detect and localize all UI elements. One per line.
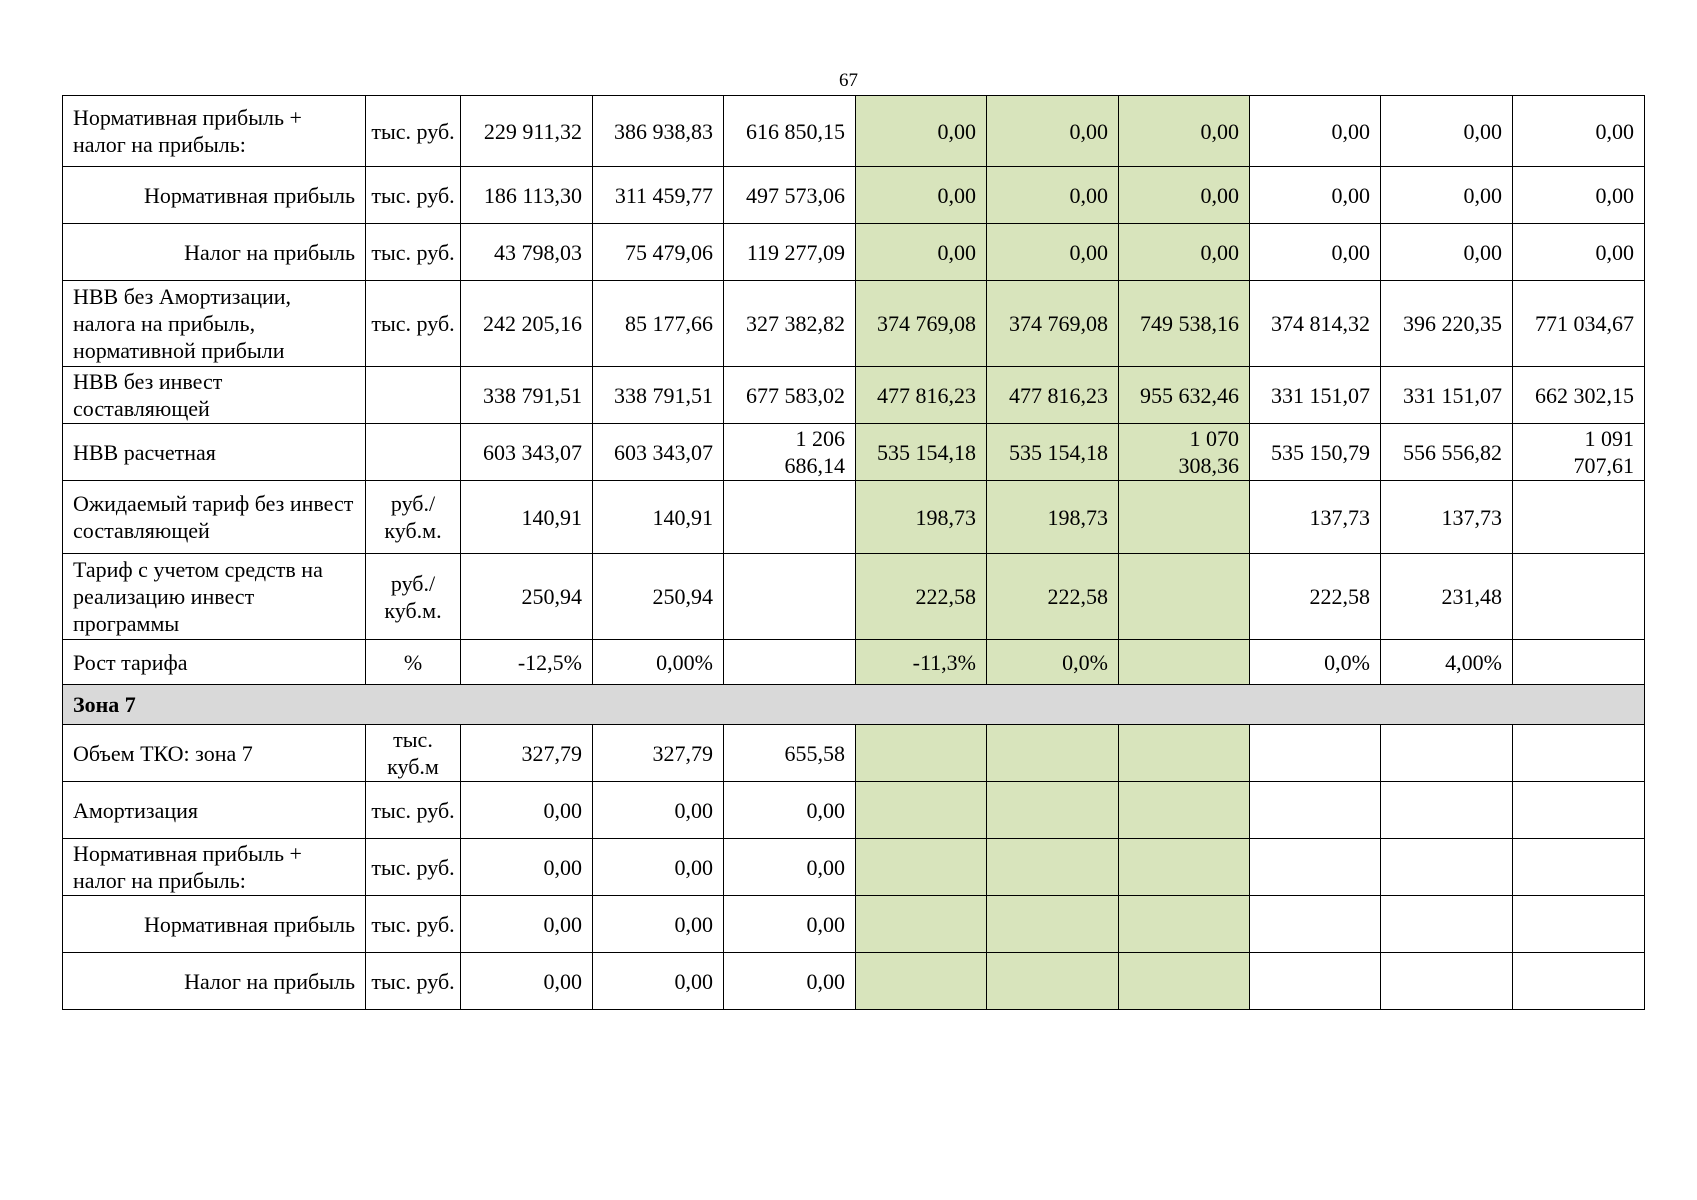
row-unit: % [366, 640, 461, 685]
value-cell: 0,00 [461, 782, 593, 839]
table-row [63, 725, 1645, 782]
value-cell [856, 782, 987, 839]
value-cell: 0,0% [1250, 640, 1381, 685]
row-unit: тыс. руб. [366, 839, 461, 896]
value-cell: 0,00 [461, 953, 593, 1010]
table-row [63, 281, 1645, 367]
value-cell: 4,00% [1381, 640, 1513, 685]
value-cell: 0,00 [1119, 167, 1250, 224]
row-label: Налог на прибыль [63, 953, 366, 1010]
value-cell: 250,94 [593, 554, 724, 640]
table-row [63, 640, 1645, 685]
row-unit: тыс. руб. [366, 953, 461, 1010]
value-cell: 198,73 [856, 481, 987, 554]
row-unit: тыс. руб. [366, 167, 461, 224]
table-row [63, 481, 1645, 554]
row-label: НВВ без инвест составляющей [63, 367, 366, 424]
value-cell: 231,48 [1381, 554, 1513, 640]
value-cell: 497 573,06 [724, 167, 856, 224]
value-cell: 603 343,07 [593, 424, 724, 481]
value-cell [987, 896, 1119, 953]
value-cell: 1 091 707,61 [1513, 424, 1645, 481]
value-cell: 374 814,32 [1250, 281, 1381, 367]
value-cell: 85 177,66 [593, 281, 724, 367]
value-cell: 0,00 [1119, 224, 1250, 281]
value-cell: 0,0% [987, 640, 1119, 685]
value-cell: 556 556,82 [1381, 424, 1513, 481]
value-cell [856, 896, 987, 953]
row-label: Нормативная прибыль [63, 167, 366, 224]
value-cell: 0,00 [1513, 167, 1645, 224]
value-cell: 75 479,06 [593, 224, 724, 281]
row-label: Нормативная прибыль + налог на прибыль: [63, 96, 366, 167]
value-cell [1119, 953, 1250, 1010]
row-label: Нормативная прибыль [63, 896, 366, 953]
value-cell: 0,00 [1381, 224, 1513, 281]
value-cell: 616 850,15 [724, 96, 856, 167]
value-cell [1513, 481, 1645, 554]
value-cell: 535 154,18 [987, 424, 1119, 481]
value-cell: 0,00 [724, 953, 856, 1010]
row-label: НВВ без Амортизации, налога на прибыль, нормативной прибыли [63, 281, 366, 367]
value-cell: 327 382,82 [724, 281, 856, 367]
value-cell [1381, 725, 1513, 782]
row-unit: руб./куб.м. [366, 481, 461, 554]
value-cell: 662 302,15 [1513, 367, 1645, 424]
value-cell: 0,00 [1513, 224, 1645, 281]
row-unit [366, 424, 461, 481]
value-cell [1250, 896, 1381, 953]
row-label: Объем ТКО: зона 7 [63, 725, 366, 782]
value-cell: 0,00 [593, 953, 724, 1010]
value-cell: 198,73 [987, 481, 1119, 554]
value-cell [1119, 725, 1250, 782]
table-row [63, 554, 1645, 640]
value-cell: 338 791,51 [593, 367, 724, 424]
row-unit: руб./куб.м. [366, 554, 461, 640]
value-cell: 0,00 [856, 224, 987, 281]
value-cell: 955 632,46 [1119, 367, 1250, 424]
value-cell: 338 791,51 [461, 367, 593, 424]
table-row [63, 896, 1645, 953]
value-cell: 222,58 [987, 554, 1119, 640]
value-cell: 327,79 [461, 725, 593, 782]
value-cell: 396 220,35 [1381, 281, 1513, 367]
value-cell: 222,58 [1250, 554, 1381, 640]
value-cell: 0,00 [1381, 96, 1513, 167]
tariff-table [62, 95, 1645, 1010]
value-cell: -11,3% [856, 640, 987, 685]
value-cell: 327,79 [593, 725, 724, 782]
value-cell: 677 583,02 [724, 367, 856, 424]
table-row [63, 782, 1645, 839]
value-cell: 0,00 [461, 839, 593, 896]
value-cell [1381, 839, 1513, 896]
value-cell: 1 206 686,14 [724, 424, 856, 481]
value-cell: 603 343,07 [461, 424, 593, 481]
value-cell [987, 953, 1119, 1010]
value-cell: 0,00 [1250, 224, 1381, 281]
value-cell: 331 151,07 [1381, 367, 1513, 424]
row-label: Налог на прибыль [63, 224, 366, 281]
value-cell: 0,00 [1381, 167, 1513, 224]
value-cell: 477 816,23 [856, 367, 987, 424]
value-cell [856, 953, 987, 1010]
table-row [63, 96, 1645, 167]
value-cell [1513, 725, 1645, 782]
row-label: Нормативная прибыль + налог на прибыль: [63, 839, 366, 896]
table-row [63, 224, 1645, 281]
value-cell: 250,94 [461, 554, 593, 640]
value-cell [724, 554, 856, 640]
value-cell: 311 459,77 [593, 167, 724, 224]
value-cell [1381, 782, 1513, 839]
value-cell: 222,58 [856, 554, 987, 640]
value-cell: 186 113,30 [461, 167, 593, 224]
row-unit: тыс. руб. [366, 96, 461, 167]
section-header-row [63, 685, 1645, 725]
value-cell [724, 640, 856, 685]
value-cell: 0,00 [593, 839, 724, 896]
value-cell: 0,00 [724, 839, 856, 896]
value-cell [1513, 953, 1645, 1010]
value-cell: 140,91 [461, 481, 593, 554]
value-cell: 140,91 [593, 481, 724, 554]
value-cell [1119, 481, 1250, 554]
value-cell: 137,73 [1250, 481, 1381, 554]
value-cell [1513, 896, 1645, 953]
table-row [63, 424, 1645, 481]
value-cell: 0,00 [724, 896, 856, 953]
value-cell: 0,00 [987, 224, 1119, 281]
row-label: НВВ расчетная [63, 424, 366, 481]
section-title: Зона 7 [63, 685, 1645, 725]
value-cell [1381, 953, 1513, 1010]
table-row [63, 953, 1645, 1010]
value-cell [1513, 782, 1645, 839]
value-cell [1119, 640, 1250, 685]
row-unit: тыс. руб. [366, 782, 461, 839]
value-cell: 0,00 [593, 782, 724, 839]
value-cell: 535 150,79 [1250, 424, 1381, 481]
value-cell: 0,00 [724, 782, 856, 839]
value-cell: 374 769,08 [987, 281, 1119, 367]
row-unit [366, 367, 461, 424]
row-unit: тыс. руб. [366, 281, 461, 367]
value-cell: 331 151,07 [1250, 367, 1381, 424]
row-unit: тыс. руб. [366, 896, 461, 953]
value-cell [1513, 640, 1645, 685]
value-cell: 0,00 [1513, 96, 1645, 167]
value-cell: 119 277,09 [724, 224, 856, 281]
value-cell: 0,00 [1119, 96, 1250, 167]
value-cell [987, 839, 1119, 896]
value-cell: 477 816,23 [987, 367, 1119, 424]
value-cell: 771 034,67 [1513, 281, 1645, 367]
value-cell: 0,00 [856, 96, 987, 167]
value-cell: -12,5% [461, 640, 593, 685]
value-cell: 0,00 [987, 167, 1119, 224]
row-unit: тыс. руб. [366, 224, 461, 281]
value-cell [1250, 725, 1381, 782]
value-cell [987, 725, 1119, 782]
row-label: Амортизация [63, 782, 366, 839]
value-cell [1513, 554, 1645, 640]
value-cell: 0,00 [1250, 96, 1381, 167]
value-cell [1119, 554, 1250, 640]
value-cell: 749 538,16 [1119, 281, 1250, 367]
row-label: Ожидаемый тариф без инвест составляющей [63, 481, 366, 554]
value-cell: 43 798,03 [461, 224, 593, 281]
value-cell: 655,58 [724, 725, 856, 782]
table-body [63, 96, 1645, 1010]
value-cell: 137,73 [1381, 481, 1513, 554]
value-cell: 0,00 [461, 896, 593, 953]
value-cell [856, 839, 987, 896]
value-cell [1119, 896, 1250, 953]
row-label: Рост тарифа [63, 640, 366, 685]
value-cell: 0,00 [987, 96, 1119, 167]
page-number: 67 [839, 70, 858, 91]
row-label: Тариф с учетом средств на реализацию инвест программы [63, 554, 366, 640]
value-cell [1119, 839, 1250, 896]
value-cell: 386 938,83 [593, 96, 724, 167]
table-row [63, 367, 1645, 424]
table-row [63, 167, 1645, 224]
value-cell [1119, 782, 1250, 839]
value-cell [1381, 896, 1513, 953]
value-cell: 374 769,08 [856, 281, 987, 367]
value-cell [724, 481, 856, 554]
value-cell: 0,00% [593, 640, 724, 685]
row-unit: тыс. куб.м [366, 725, 461, 782]
table-row [63, 839, 1645, 896]
value-cell: 0,00 [856, 167, 987, 224]
value-cell [1250, 953, 1381, 1010]
value-cell: 1 070 308,36 [1119, 424, 1250, 481]
value-cell [1250, 839, 1381, 896]
value-cell: 0,00 [1250, 167, 1381, 224]
value-cell [987, 782, 1119, 839]
value-cell: 242 205,16 [461, 281, 593, 367]
value-cell [1513, 839, 1645, 896]
value-cell [856, 725, 987, 782]
value-cell: 535 154,18 [856, 424, 987, 481]
value-cell: 229 911,32 [461, 96, 593, 167]
value-cell [1250, 782, 1381, 839]
value-cell: 0,00 [593, 896, 724, 953]
